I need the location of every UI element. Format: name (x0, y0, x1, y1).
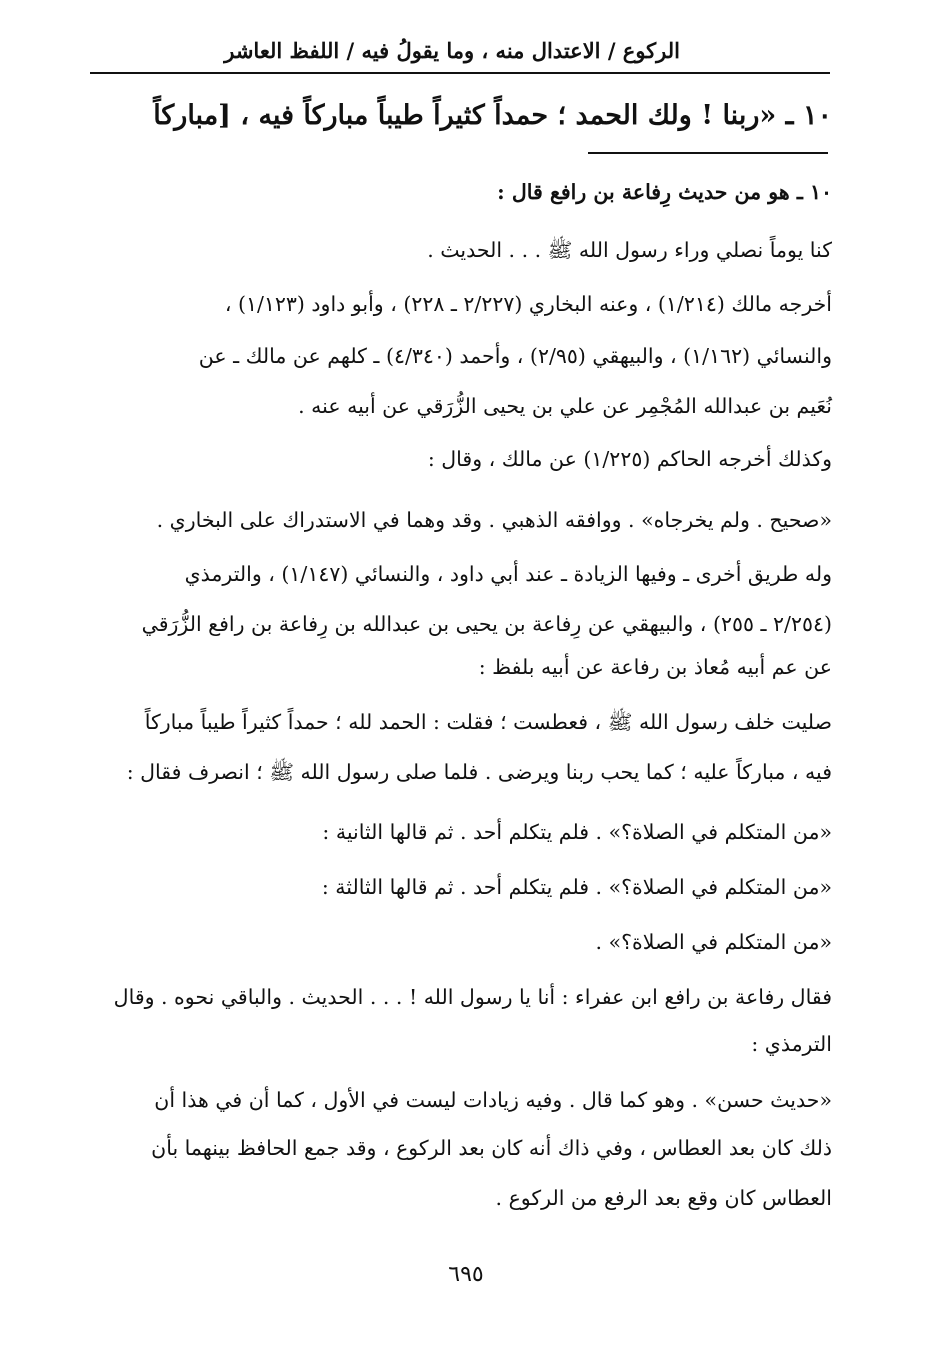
section-title: ١٠ ـ «ربنا ! ولك الحمد ؛ حمداً كثيراً طيباً مباركاً فيه ، [مباركاً (153, 100, 832, 131)
text-line: «من المتكلم في الصلاة؟» . فلم يتكلم أحد . ثم قالها الثانية : (322, 820, 832, 844)
text-line: الترمذي : (751, 1032, 832, 1056)
text-line: العطاس كان وقع بعد الرفع من الركوع . (495, 1186, 832, 1210)
text-line: أخرجه مالك (١/٢١٤) ، وعنه البخاري (٢/٢٢٧ ـ ٢٢٨) ، وأبو داود (١/١٢٣) ، (224, 292, 832, 316)
text-line: والنسائي (١/١٦٢) ، والبيهقي (٢/٩٥) ، وأحمد (٤/٣٤٠) ـ كلهم عن مالك ـ عن (198, 344, 832, 368)
text-line: ذلك كان بعد العطاس ، وفي ذاك أنه كان بعد الركوع ، وقد جمع الحافظ بينهما بأن (151, 1136, 832, 1160)
text-line: (٢/٢٥٤ ـ ٢٥٥) ، والبيهقي عن رِفاعة بن يحيى بن عبدالله بن رِفاعة بن رافع الزُّرَقي (141, 612, 832, 636)
text-line: وله طريق أخرى ـ وفيها الزيادة ـ عند أبي داود ، والنسائي (١/١٤٧) ، والترمذي (184, 562, 832, 586)
text-line: فيه ، مباركاً عليه ؛ كما يحب ربنا ويرضى . فلما صلى رسول الله ﷺ ؛ انصرف فقال : (126, 760, 832, 784)
title-underline (588, 152, 828, 154)
running-header: الركوع / الاعتدال منه ، وما يقولُ فيه / اللفظ العاشر (224, 38, 680, 63)
text-line: نُعَيم بن عبدالله المُجْمِر عن علي بن يحيى الزُّرَقي عن أبيه عنه . (298, 394, 832, 418)
text-line: «من المتكلم في الصلاة؟» . فلم يتكلم أحد . ثم قالها الثالثة : (321, 875, 832, 899)
text-line: فقال رفاعة بن رافع ابن عفراء : أنا يا رسول الله ! . . . الحديث . والباقي نحوه . وقال (113, 985, 832, 1009)
text-line: وكذلك أخرجه الحاكم (١/٢٢٥) عن مالك ، وقال : (427, 447, 832, 471)
page-number: ٦٩٥ (448, 1262, 484, 1287)
text-line: عن عم أبيه مُعاذ بن رفاعة عن أبيه بلفظ : (478, 655, 832, 679)
text-line: «من المتكلم في الصلاة؟» . (595, 930, 832, 954)
text-line: «صحيح . ولم يخرجاه» . ووافقه الذهبي . وقد وهما في الاستدراك على البخاري . (156, 508, 832, 532)
header-divider (90, 72, 830, 74)
text-line: «حديث حسن» . وهو كما قال . وفيه زيادات ليست في الأول ، كما أن في هذا أن (154, 1088, 832, 1112)
text-line: ١٠ ـ هو من حديث رِفاعة بن رافع قال : (497, 180, 832, 204)
text-line: كنا يوماً نصلي وراء رسول الله ﷺ . . . الحديث . (427, 238, 832, 262)
text-line: صليت خلف رسول الله ﷺ ، فعطست ؛ فقلت : الحمد لله ؛ حمداً كثيراً طيباً مباركاً (144, 710, 832, 734)
